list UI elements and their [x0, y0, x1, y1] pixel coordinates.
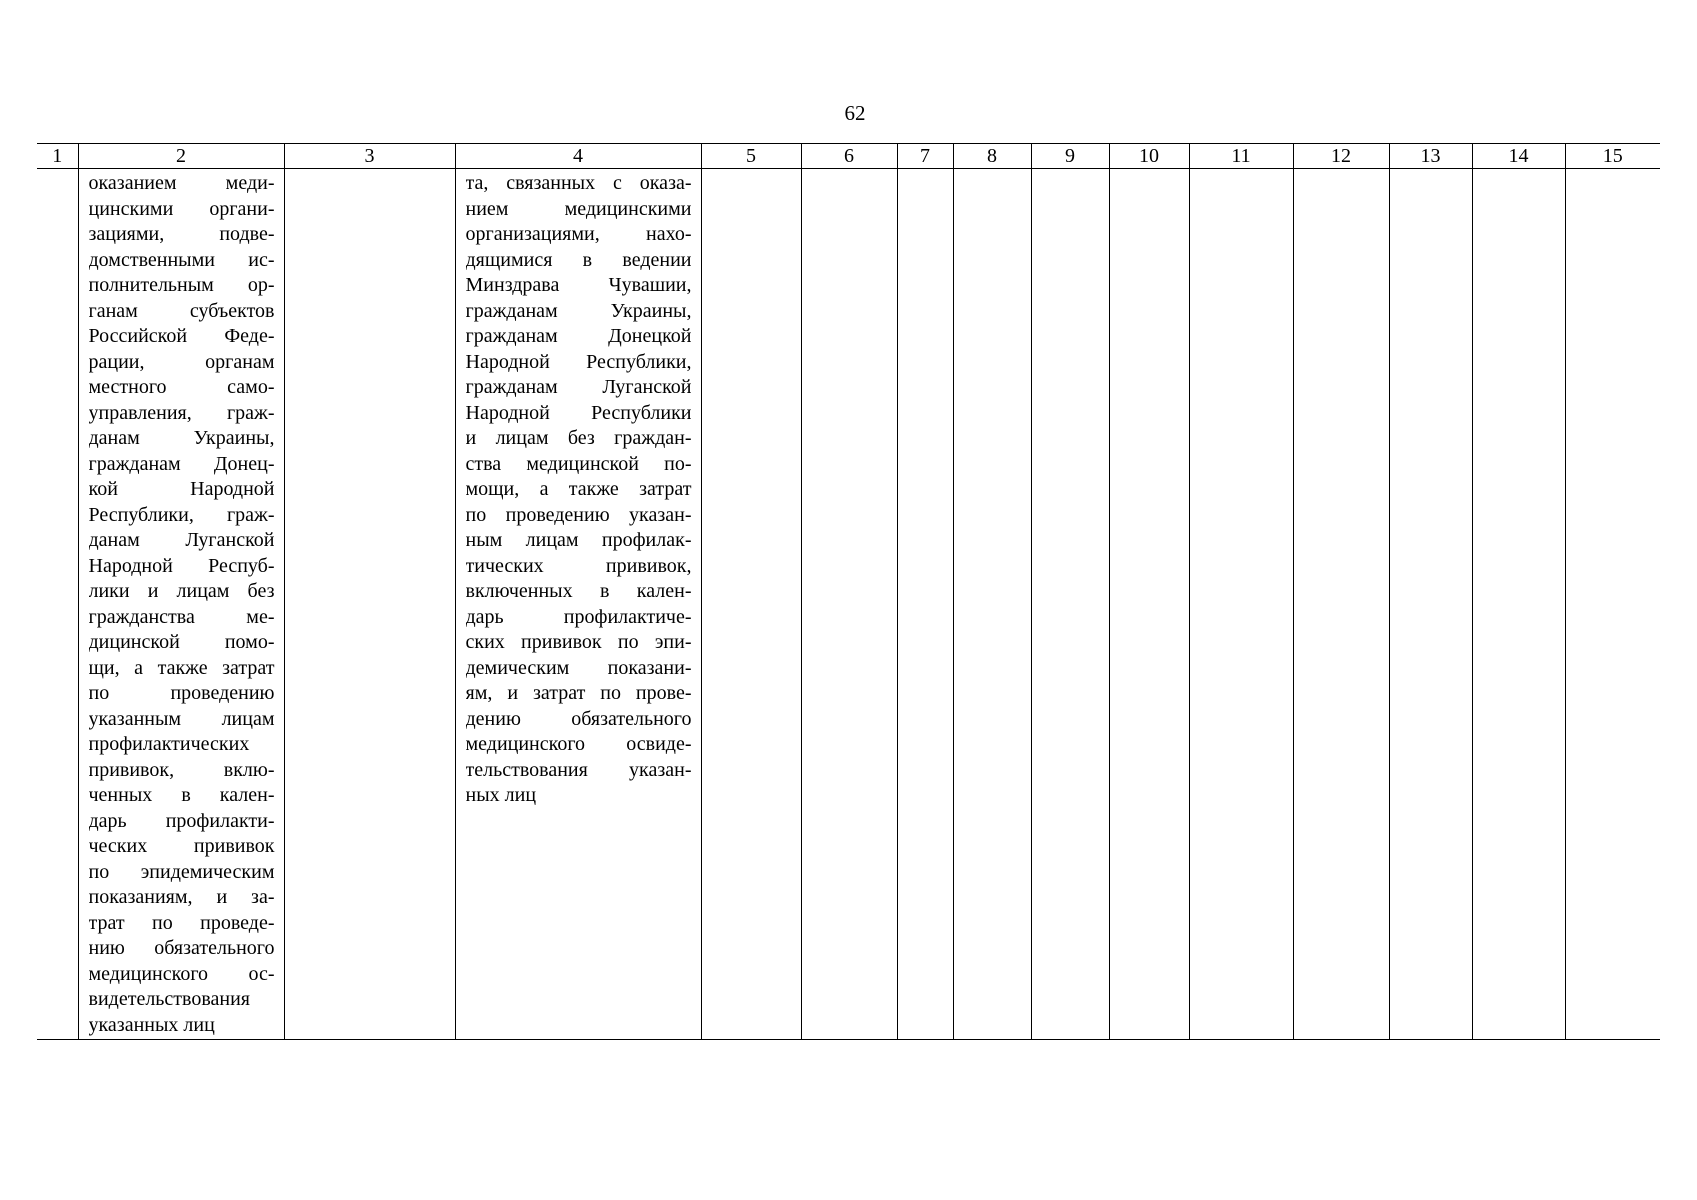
- text-line: ских прививок по эпи-: [465, 631, 692, 653]
- text-line: гражданам Украины,: [465, 299, 692, 322]
- text-line: ства медицинской по-: [465, 452, 692, 475]
- cell-col-3: [284, 169, 455, 1040]
- text-line: указанным лицам: [88, 707, 275, 730]
- text-line: местного само-: [88, 376, 275, 398]
- text-line: прививок, вклю-: [88, 758, 275, 781]
- text-line: гражданства ме-: [88, 605, 275, 628]
- header-col-12: 12: [1293, 144, 1389, 169]
- text-line: Народной Республики,: [465, 350, 692, 373]
- text-line: дящимися в ведении: [465, 248, 692, 271]
- text-line: ным лицам профилак-: [465, 529, 692, 551]
- cell-col-6: [801, 169, 897, 1040]
- header-col-3: 3: [284, 144, 455, 169]
- cell-col-5: [701, 169, 801, 1040]
- header-col-2: 2: [78, 144, 284, 169]
- cell-col-12: [1293, 169, 1389, 1040]
- text-line: трат по проведе-: [88, 911, 275, 934]
- text-line: дению обязательного: [465, 707, 692, 730]
- text-line: домственными ис-: [88, 248, 275, 271]
- text-line: щи, а также затрат: [88, 656, 275, 679]
- text-line: Народной Респуб-: [88, 554, 275, 577]
- text-line: тельствования указан-: [465, 758, 692, 781]
- text-line: кой Народной: [88, 478, 275, 500]
- text-line: ганам субъектов: [88, 299, 275, 322]
- text-line: показаниям, и за-: [88, 886, 275, 908]
- text-line: Минздрава Чувашии,: [465, 274, 692, 296]
- cell-col-13: [1389, 169, 1472, 1040]
- header-col-5: 5: [701, 144, 801, 169]
- data-table: [37, 143, 1660, 1040]
- text-line: рации, органам: [88, 350, 275, 373]
- cell-col-4: [455, 169, 701, 1040]
- text-line: включенных в кален-: [465, 580, 692, 602]
- cell-col-15: [1565, 169, 1660, 1040]
- text-line: та, связанных с оказа-: [465, 172, 692, 194]
- text-line: нию обязательного: [88, 937, 275, 959]
- text-line: ных лиц: [465, 784, 537, 806]
- text-line: гражданам Луганской: [465, 376, 692, 398]
- text-line: данам Украины,: [88, 427, 275, 449]
- column2-text: [79, 169, 284, 1038]
- text-line: дицинской помо-: [88, 631, 275, 653]
- header-col-9: 9: [1031, 144, 1109, 169]
- header-col-7: 7: [897, 144, 953, 169]
- text-line: гражданам Донецкой: [465, 325, 692, 347]
- text-line: ям, и затрат по прове-: [465, 682, 692, 704]
- text-line: организациями, нахо-: [465, 223, 692, 245]
- text-line: оказанием меди-: [88, 172, 275, 194]
- cell-col-11: [1189, 169, 1293, 1040]
- text-line: по проведению: [88, 682, 275, 704]
- text-line: управления, граж-: [88, 401, 275, 424]
- text-line: по проведению указан-: [465, 503, 692, 526]
- text-line: зациями, подве-: [88, 223, 275, 245]
- header-col-14: 14: [1472, 144, 1565, 169]
- cell-col-1: [37, 169, 78, 1040]
- cell-col-10: [1109, 169, 1189, 1040]
- header-col-15: 15: [1565, 144, 1660, 169]
- text-line: Республики, граж-: [88, 503, 275, 526]
- header-col-1: 1: [37, 144, 78, 169]
- text-line: данам Луганской: [88, 529, 275, 551]
- text-line: мощи, а также затрат: [465, 478, 692, 500]
- header-col-8: 8: [953, 144, 1031, 169]
- text-line: нием медицинскими: [465, 197, 692, 220]
- text-line: гражданам Донец-: [88, 452, 275, 475]
- cell-col-7: [897, 169, 953, 1040]
- text-line: полнительным ор-: [88, 274, 275, 296]
- header-col-4: 4: [455, 144, 701, 169]
- text-line: Народной Республики: [465, 401, 692, 424]
- header-col-13: 13: [1389, 144, 1472, 169]
- text-line: указанных лиц: [88, 1013, 215, 1036]
- text-line: дарь профилакти-: [88, 809, 275, 832]
- text-line: демическим показани-: [465, 656, 692, 679]
- header-col-10: 10: [1109, 144, 1189, 169]
- column4-text: [456, 169, 701, 809]
- cell-col-9: [1031, 169, 1109, 1040]
- text-line: и лицам без граждан-: [465, 427, 692, 449]
- table-row: [37, 169, 1660, 1040]
- text-line: лики и лицам без: [88, 580, 275, 602]
- page-number: 62: [844, 101, 866, 125]
- header-col-11: 11: [1189, 144, 1293, 169]
- text-line: дарь профилактиче-: [465, 605, 692, 628]
- text-line: ческих прививок: [88, 835, 275, 857]
- text-line: Российской Феде-: [88, 325, 275, 347]
- text-line: цинскими органи-: [88, 197, 275, 220]
- text-line: тических прививок,: [465, 554, 692, 577]
- cell-col-2: [78, 169, 284, 1040]
- text-line: ченных в кален-: [88, 784, 275, 806]
- text-line: видетельствования: [88, 988, 251, 1010]
- header-row: [37, 144, 1660, 169]
- text-line: профилактических: [88, 733, 250, 755]
- cell-col-14: [1472, 169, 1565, 1040]
- text-line: по эпидемическим: [88, 860, 275, 883]
- text-line: медицинского ос-: [88, 962, 275, 985]
- cell-col-8: [953, 169, 1031, 1040]
- text-line: медицинского освиде-: [465, 733, 692, 755]
- header-col-6: 6: [801, 144, 897, 169]
